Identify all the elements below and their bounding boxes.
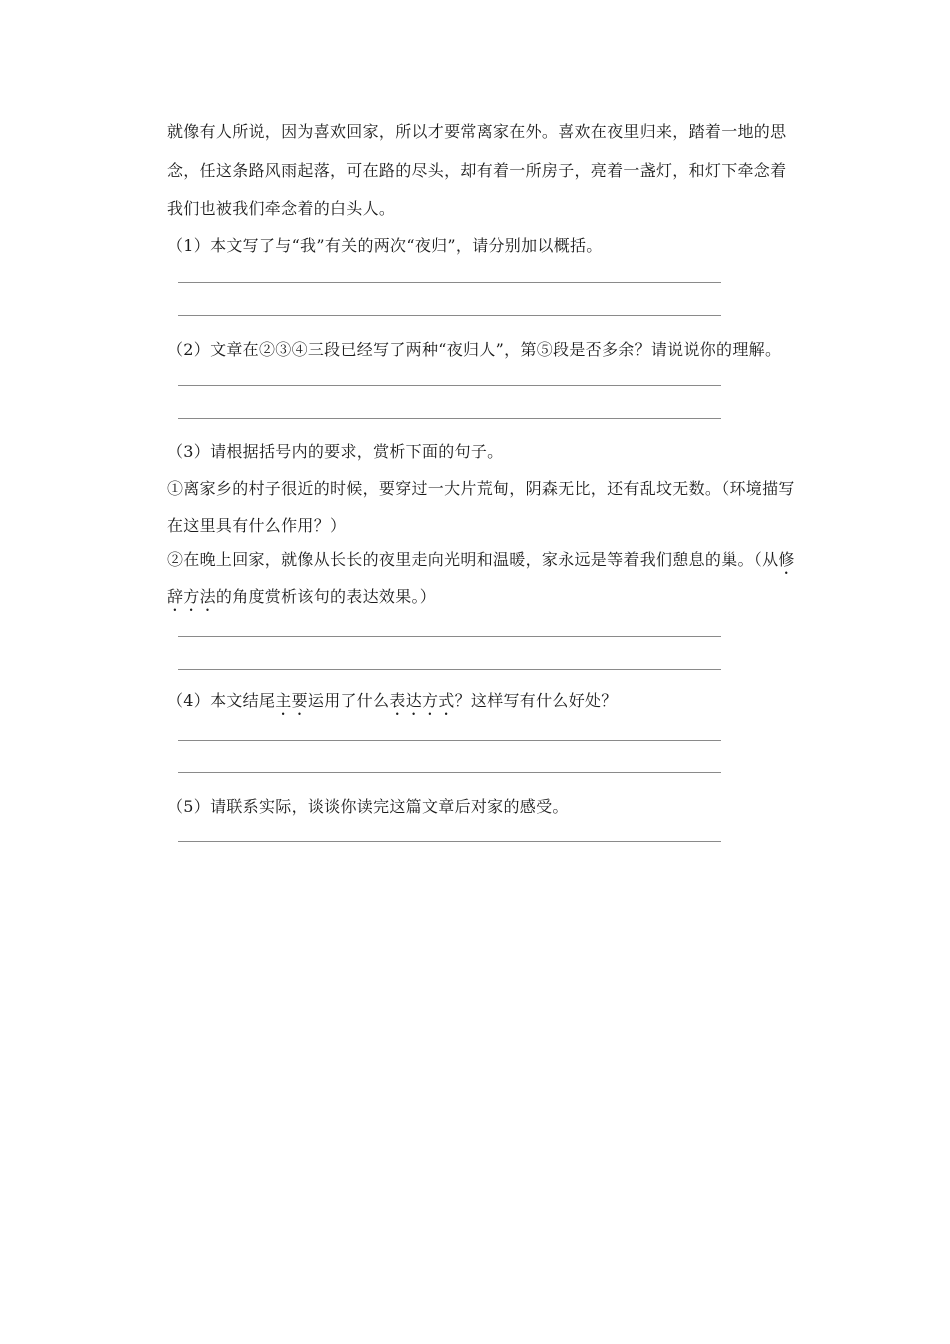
- answer-line[interactable]: [178, 385, 721, 386]
- answer-line[interactable]: [178, 282, 721, 283]
- passage-line: 就像有人所说，因为喜欢回家，所以才要常离家在外。喜欢在夜里归来，踏着一地的思: [167, 122, 787, 141]
- question-3-sentence-2: [167, 587, 817, 615]
- question-3-intro: （3）请根据括号内的要求，赏析下面的句子。: [167, 442, 504, 461]
- sentence-text: 的角度赏析该句的表达效果。）: [215, 587, 437, 606]
- answer-line[interactable]: [178, 418, 721, 419]
- question-5: （5）请联系实际，谈谈你读完这篇文章后对家的感受。: [167, 797, 569, 816]
- question-3-sentence-2: [167, 550, 817, 578]
- question-text: （4）本文结尾: [167, 691, 276, 710]
- question-1: （1）本文写了与“我”有关的两次“夜归”，请分别加以概括。: [167, 236, 603, 255]
- answer-line[interactable]: [178, 740, 721, 741]
- passage-line: 念，任这条路风雨起落，可在路的尽头，却有着一所房子，亮着一盏灯，和灯下牵念着: [167, 161, 787, 180]
- emphasized-text: 辞方法: [167, 587, 216, 606]
- answer-line[interactable]: [178, 636, 721, 637]
- answer-line[interactable]: [178, 315, 721, 316]
- question-4: [167, 691, 817, 719]
- answer-line[interactable]: [178, 669, 721, 670]
- answer-line[interactable]: [178, 841, 721, 842]
- question-3-sentence-1: ①离家乡的村子很近的时候，要穿过一大片荒甸，阴森无比，还有乱坟无数。（环境描写: [167, 479, 795, 498]
- question-2: （2）文章在②③④三段已经写了两种“夜归人”，第⑤段是否多余？请说说你的理解。: [167, 340, 782, 359]
- question-text: 运用了什么: [307, 691, 390, 710]
- question-text: ？这样写有什么好处？: [454, 691, 618, 710]
- emphasized-text: 修: [778, 550, 795, 569]
- emphasized-text: 表达方式: [389, 691, 455, 710]
- passage-line: 我们也被我们牵念着的白头人。: [167, 199, 396, 218]
- answer-line[interactable]: [178, 772, 721, 773]
- question-3-sentence-1: 在这里具有什么作用？）: [167, 516, 347, 535]
- emphasized-text: 主要: [275, 691, 308, 710]
- sentence-text: ②在晚上回家，就像从长长的夜里走向光明和温暖，家永远是等着我们憩息的巢。（从: [167, 550, 779, 569]
